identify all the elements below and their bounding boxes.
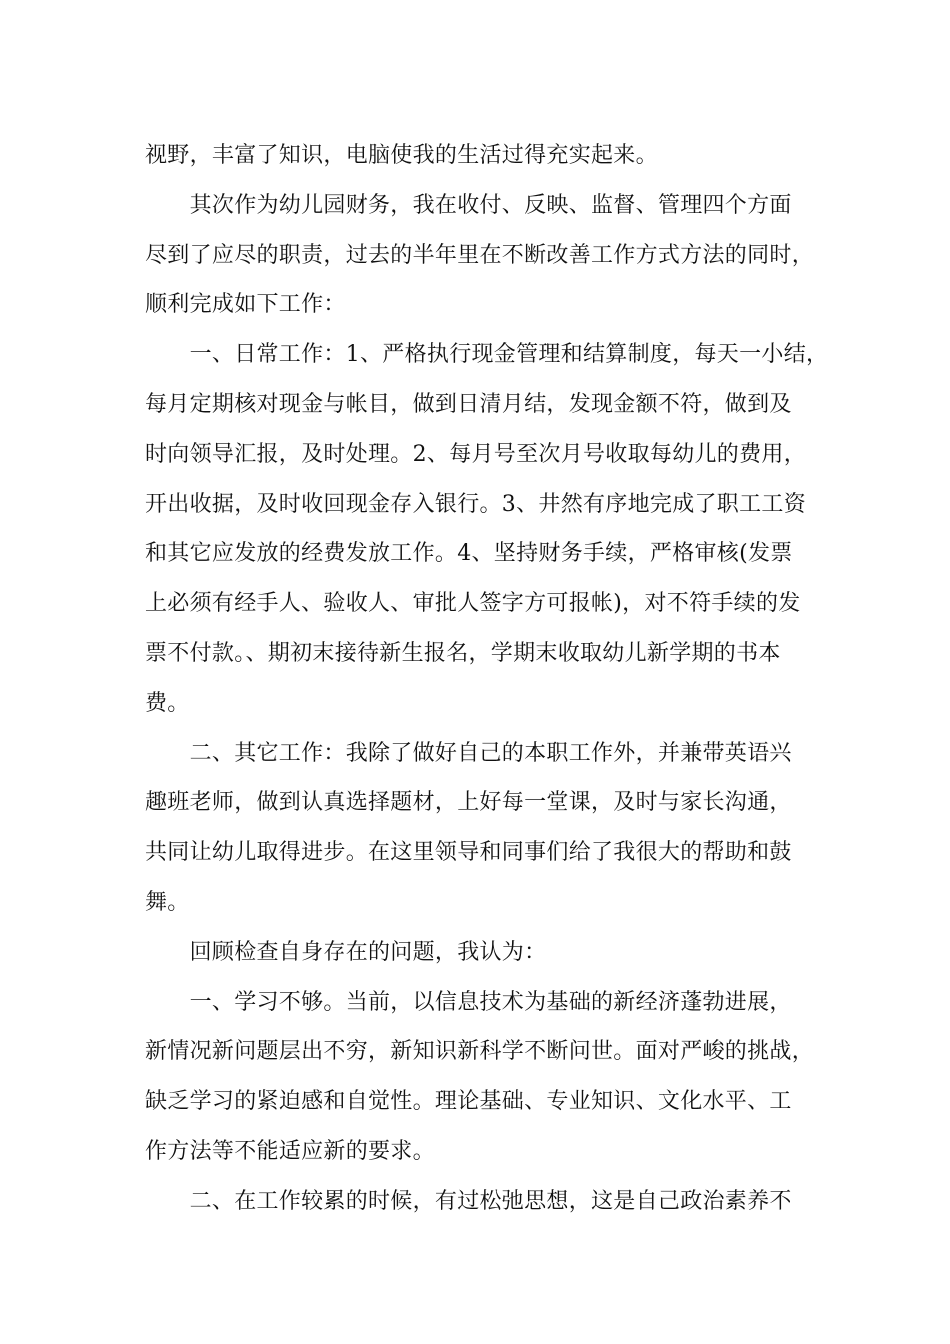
text-line: 趣班老师，做到认真选择题材，上好每一堂课，及时与家长沟通，: [145, 790, 792, 816]
text-line: 新情况新问题层出不穷，新知识新科学不断问世。面对严峻的挑战，: [145, 1039, 815, 1065]
text-line: 一、学习不够。当前，以信息技术为基础的新经济蓬勃进展，: [145, 989, 792, 1015]
text-line: 视野，丰富了知识，电脑使我的生活过得充实起来。: [145, 143, 658, 168]
text-line: 其次作为幼儿园财务，我在收付、反映、监督、管理四个方面: [145, 192, 792, 218]
text-line: 每月定期核对现金与帐目，做到日清月结，发现金额不符，做到及: [145, 391, 792, 417]
text-line: 时向领导汇报，及时处理。2、每月号至次月号收取每幼儿的费用，: [145, 441, 806, 467]
text-line: 开出收据，及时收回现金存入银行。3、井然有序地完成了职工工资: [145, 491, 806, 517]
text-line: 和其它应发放的经费发放工作。4、坚持财务手续，严格审核(发票: [145, 541, 793, 567]
text-line: 二、在工作较累的时候，有过松弛思想，这是自己政治素养不: [145, 1188, 792, 1214]
text-line: 票不付款。、期初末接待新生报名，学期末收取幼儿新学期的书本: [145, 640, 781, 666]
text-line: 二、其它工作：我除了做好自己的本职工作外，并兼带英语兴: [145, 740, 792, 766]
text-line: 一、日常工作：1、严格执行现金管理和结算制度，每天一小结，: [145, 342, 829, 368]
text-line: 缺乏学习的紧迫感和自觉性。理论基础、专业知识、文化水平、工: [145, 1089, 792, 1115]
text-line: 舞。: [145, 889, 190, 915]
text-line: 上必须有经手人、验收人、审批人签字方可报帐)，对不符手续的发: [145, 591, 801, 617]
text-line: 共同让幼儿取得进步。在这里领导和同事们给了我很大的帮助和鼓: [145, 840, 792, 866]
document-body: [145, 131, 835, 1227]
text-line: 作方法等不能适应新的要求。: [145, 1138, 435, 1164]
text-line: 尽到了应尽的职责，过去的半年里在不断改善工作方式方法的同时，: [145, 242, 815, 268]
text-line: 顺利完成如下工作：: [145, 292, 346, 318]
text-line: 费。: [145, 690, 190, 716]
text-line: 回顾检查自身存在的问题，我认为：: [145, 939, 547, 965]
